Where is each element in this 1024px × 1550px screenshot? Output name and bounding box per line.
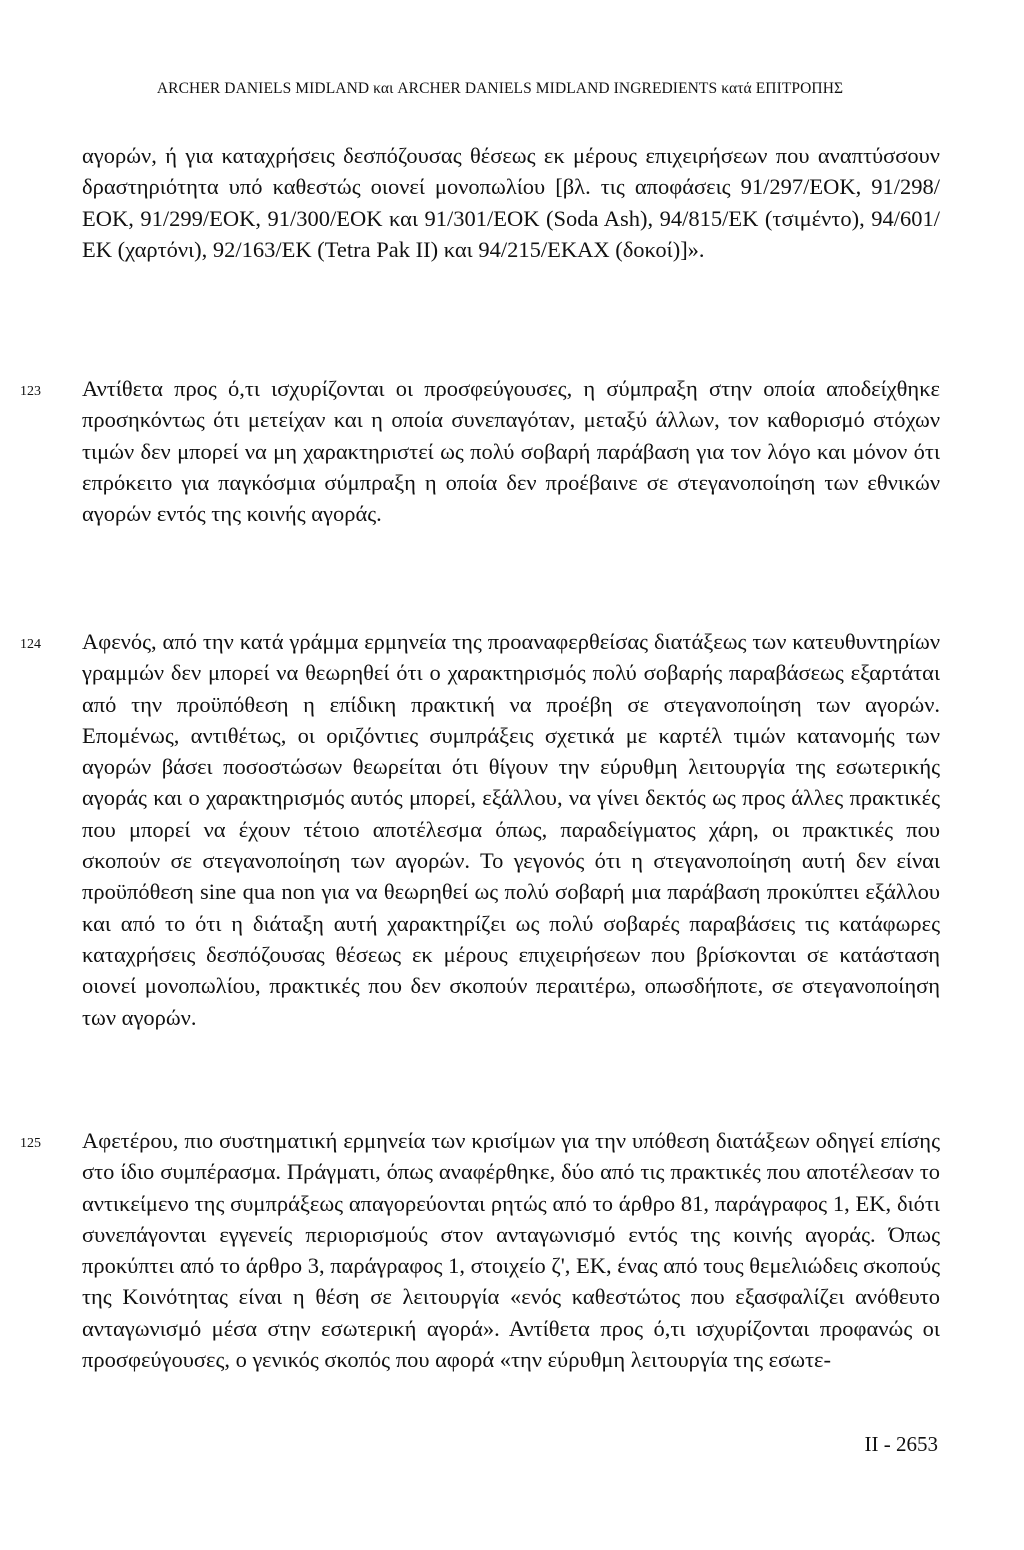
paragraph-continuation: αγορών, ή για καταχρήσεις δεσπόζουσας θέσεως εκ μέρους επιχειρήσεων που αναπτύσσουν δραστηριότητα υπό καθεστώς οιονεί μονοπωλίου [βλ. τις αποφάσεις 91/297/ΕΟΚ, 91/298/ΕΟΚ, 91/299/ΕΟΚ, 91/300/ΕΟΚ και 91/301/ΕΟΚ (Soda Ash), 94/815/ΕΚ (τσιμέντο), 94/601/ΕΚ (χαρτόνι), 92/163/ΕΚ (Tetra Pak II) και 94/215/ΕΚΑΧ (δοκοί)]».: [82, 143, 940, 262]
running-header: ARCHER DANIELS MIDLAND και ARCHER DANIELS MIDLAND INGREDIENTS κατά ΕΠΙΤΡΟΠΗΣ: [156, 80, 844, 97]
paragraph-number: 125: [20, 1136, 41, 1151]
page-number: II - 2653: [864, 1432, 938, 1456]
paragraph-number: 124: [20, 637, 41, 652]
paragraph-124: Αφενός, από την κατά γράμμα ερμηνεία της προαναφερθείσας διατάξεως των κατευθυντηρίων γραμμών δεν μπορεί να θεωρηθεί ότι ο χαρακτηρισμός πολύ σοβαρής παραβάσεως εξαρτάται από την προϋπόθεση η επίδικη πρακτική να προέβη σε στεγανοποίηση των αγορών. Επομένως, αντιθέτως, οι οριζόντιες συμπράξεις σχετικά με καρτέλ τιμών κατανομής των αγορών βάσει ποσοστώσων θεωρείται ότι θίγουν την εύρυθμη λειτουργία της εσωτερικής αγοράς και ο χαρακτηρισμός αυτός μπορεί, εξάλλου, να γίνει δεκτός ως προς άλλες πρακτικές που μπορεί να έχουν τέτοιο αποτέλεσμα όπως, παραδείγματος χάρη, οι πρακτικές που σκοπούν σε στεγανοποίηση των αγορών. Το γεγονός ότι η στεγανοποίηση αυτή δεν είναι προϋπόθεση sine qua non για να θεωρηθεί ως πολύ σοβαρή μια παράβαση προκύπτει εξάλλου και από το ότι η διάταξη αυτή χαρακτηρίζει ως πολύ σοβαρές παραβάσεις τις κατάφωρες καταχρήσεις δεσπόζουσας θέσεως εκ μέρους επιχειρήσεων που βρίσκονται σε κατάσταση οιονεί μονοπωλίου, πρακτικές που δεν σκοπούν περαιτέρω, οπωσδήποτε, σε στεγανοποίηση των αγορών.: [82, 629, 940, 1030]
paragraph-125: Αφετέρου, πιο συστηματική ερμηνεία των κρισίμων για την υπόθεση διατάξεων οδηγεί επίσης στο ίδιο συμπέρασμα. Πράγματι, όπως αναφέρθηκε, δύο από τις πρακτικές που αποτέλεσαν το αντικείμενο της συμπράξεως απαγορεύονται ρητώς από το άρθρο 81, παράγραφος 1, ΕΚ, διότι συνεπάγονται εγγενείς περιορισμούς στον ανταγωνισμό εντός της κοινής αγοράς. Όπως προκύπτει από το άρθρο 3, παράγραφος 1, στοιχείο ζ', ΕΚ, ένας από τους θεμελιώδεις σκοπούς της Κοινότητας είναι η θέση σε λειτουργία «ενός καθεστώτος που εξασφαλίζει ανόθευτο ανταγωνισμό μέσα στην εσωτερική αγορά». Αντίθετα προς ό,τι ισχυρίζονται προφανώς οι προσφεύγουσες, ο γενικός σκοπός που αφορά «την εύρυθμη λειτουργία της εσωτε-: [82, 1128, 940, 1373]
paragraph-123: Αντίθετα προς ό,τι ισχυρίζονται οι προσφεύγουσες, η σύμπραξη στην οποία αποδείχθηκε προσηκόντως ότι μετείχαν και η οποία συνεπαγόταν, μεταξύ άλλων, τον καθορισμό στόχων τιμών δεν μπορεί να μη χαρακτηριστεί ως πολύ σοβαρή παράβαση για τον λόγο και μόνον ότι επρόκειτο για παγκόσμια σύμπραξη η οποία δεν προέβαινε σε στεγανοποίηση των εθνικών αγορών εντός της κοινής αγοράς.: [82, 376, 940, 527]
paragraph-number: 123: [20, 384, 41, 399]
